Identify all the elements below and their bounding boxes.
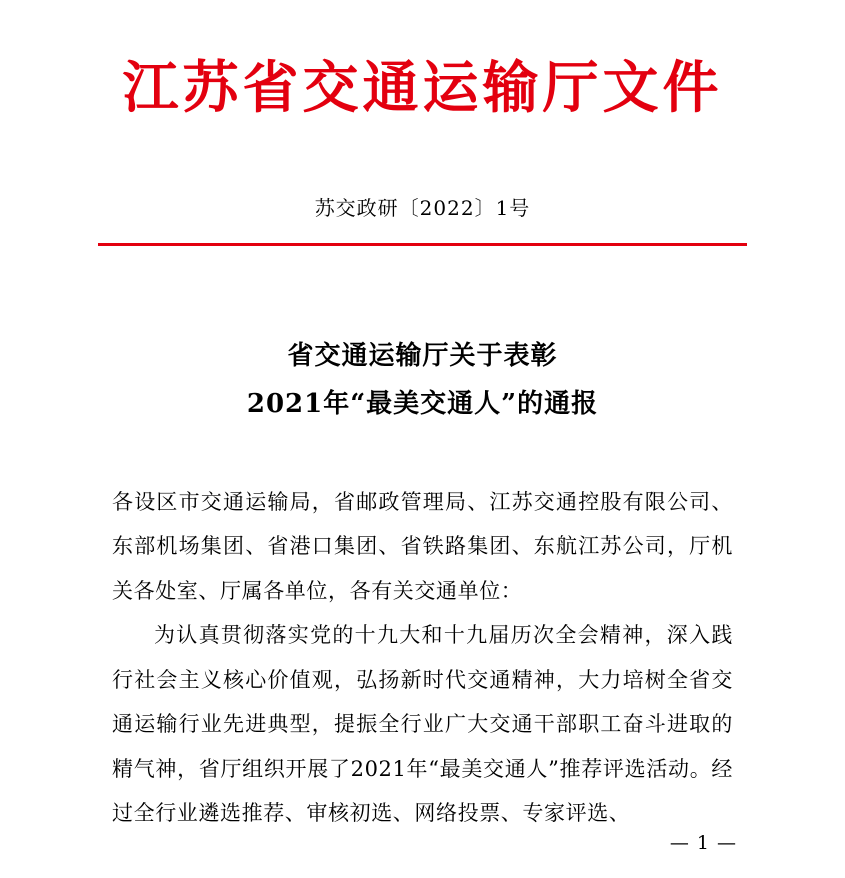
page-number: — 1 — [669,832,737,854]
document-number: 苏交政研〔2022〕1号 [314,195,531,220]
document-masthead: 江苏省交通运输厅文件 [122,55,723,121]
body-paragraph-addressees: 各设区市交通运输局，省邮政管理局、江苏交通控股有限公司、东部机场集团、省港口集团、省铁路集团、东航江苏公司，厅机关各处室、厅属各单位，各有关交通单位： [112,489,733,603]
document-title-line-2: 2021年“最美交通人”的通报 [246,388,599,419]
body-paragraph-1: 为认真贯彻落实党的十九大和十九届历次全会精神，深入践行社会主义核心价值观，弘扬新时代交通精神，大力培树全省交通运输行业先进典型，提振全行业广大交通干部职工奋斗进取的精气神，省厅组织开展了2021年“最美交通人”推荐评选活动。经过全行业遴选推荐、审核初选、网络投票、专家评选、 [112,623,733,826]
document-title [0,332,845,428]
document-title-line-1: 省交通运输厅关于表彰 [287,340,558,371]
document-body [112,480,733,836]
red-divider-rule [98,243,747,246]
